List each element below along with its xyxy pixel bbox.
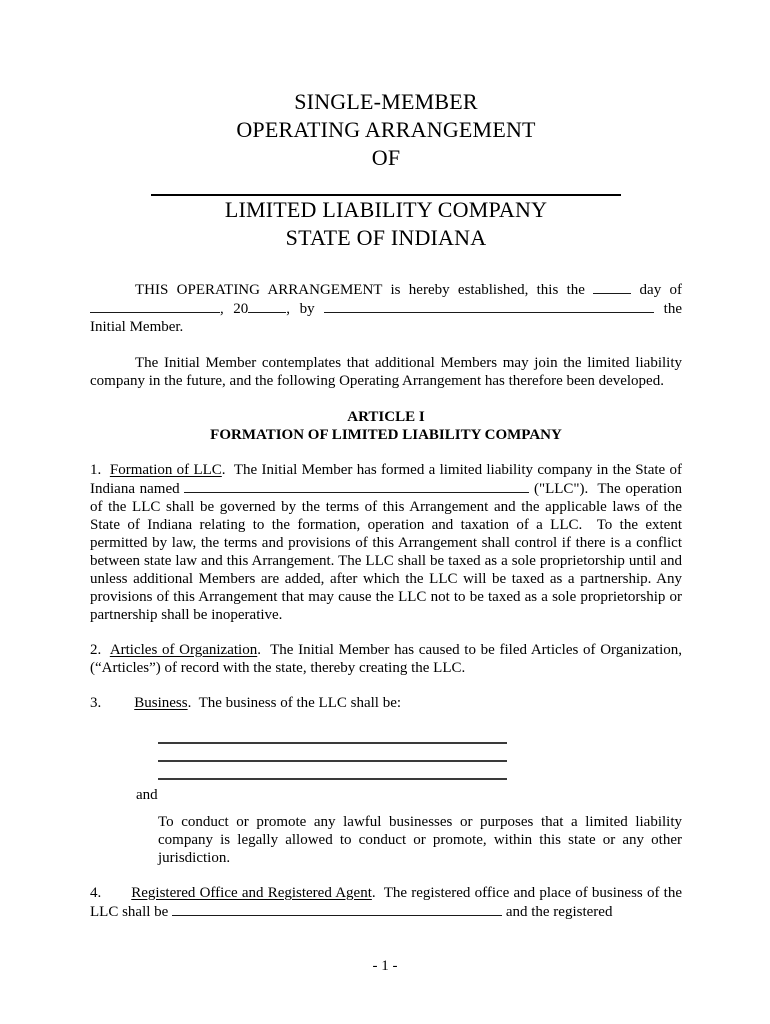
- text-run: and: [136, 787, 158, 803]
- text-run: day of: [631, 282, 682, 298]
- fill-line: [158, 744, 507, 762]
- fill-line: [158, 726, 507, 744]
- page-number: - 1 -: [372, 958, 398, 974]
- underlined-heading: Business: [134, 695, 188, 711]
- text-run: . The registered office and place of business of the LLC shall be: [90, 885, 682, 920]
- blank-field: [324, 299, 654, 313]
- article-heading-line: FORMATION OF LIMITED LIABILITY COMPANY: [210, 427, 562, 443]
- text-run: . The Initial Member has formed a limited liability company in the State of Indiana named: [90, 462, 683, 497]
- opening-paragraph: [90, 280, 682, 336]
- document-title-line-4: LIMITED LIABILITY COMPANY: [224, 197, 548, 222]
- connector-and: [90, 786, 682, 804]
- text-run: To conduct or promote any lawful businesses or purposes that a limited liability company is legally allowed to conduct or promote, within this state or any other jurisdiction.: [158, 814, 682, 866]
- document-title-line-2: OPERATING ARRANGEMENT: [236, 117, 536, 142]
- numbered-paragraph-2: [90, 641, 682, 677]
- text-run: . The business of the LLC shall be:: [187, 695, 402, 711]
- blank-field: [172, 902, 502, 916]
- article-heading: [90, 408, 682, 444]
- text-run: ("LLC"). The operation of the LLC shall be governed by the terms of this Arrangement and the applicable laws of the State of Indiana relating to the formation, operation and taxation of a LLC. To the extent permitted by law, the terms and provisions of this Arrangement shall control if there is a conflict between state law and this Arrangement. The LLC shall be taxed as a sole proprietorship until and unless additional Members are added, after which the LLC will be taxed as a partnership. Any provisions of this Arrangement that may cause the LLC not to be taxed as a sole proprietorship or partnership shall be inoperative.: [90, 481, 683, 623]
- text-run: . The Initial Member has caused to be filed Articles of Organization, (“Articles”) of record with the state, thereby creating the LLC.: [90, 642, 682, 676]
- fill-line: [158, 762, 507, 780]
- text-run: 4.: [90, 885, 102, 901]
- underlined-heading: Articles of Organization: [109, 642, 258, 658]
- text-run: THIS OPERATING ARRANGEMENT is hereby established, this the: [135, 282, 594, 298]
- purpose-paragraph: [158, 813, 682, 867]
- text-run: 3.: [90, 695, 102, 711]
- text-run: 1.: [90, 462, 110, 478]
- text-run: 2.: [90, 642, 110, 658]
- blank-field: [248, 299, 286, 313]
- text-run: , 20: [220, 301, 249, 317]
- underlined-heading: Registered Office and Registered Agent: [131, 885, 372, 901]
- numbered-paragraph-1: [90, 461, 682, 624]
- blank-field: [90, 299, 220, 313]
- document-title-line-1: SINGLE-MEMBER: [294, 89, 478, 114]
- underlined-heading: Formation of LLC: [109, 462, 222, 478]
- document-title-line-5: STATE OF INDIANA: [285, 225, 487, 250]
- text-run: , by: [286, 301, 325, 317]
- numbered-paragraph-4: [90, 884, 682, 921]
- tab-space: [101, 896, 131, 897]
- document-title-line-3: OF: [371, 145, 401, 170]
- tab-space: [101, 706, 134, 707]
- text-run: and the registered: [502, 904, 613, 920]
- business-fill-lines: [90, 726, 682, 780]
- document-body: [90, 88, 682, 921]
- blank-field: [593, 280, 631, 294]
- text-run: the Initial Member.: [90, 301, 683, 335]
- article-heading-line: ARTICLE I: [347, 409, 425, 425]
- intro-paragraph: [90, 354, 682, 390]
- numbered-paragraph-3: [90, 694, 682, 712]
- blank-field: [184, 479, 529, 493]
- text-run: The Initial Member contemplates that additional Members may join the limited liability company in the future, and the following Operating Arrangement has therefore been developed.: [90, 355, 682, 389]
